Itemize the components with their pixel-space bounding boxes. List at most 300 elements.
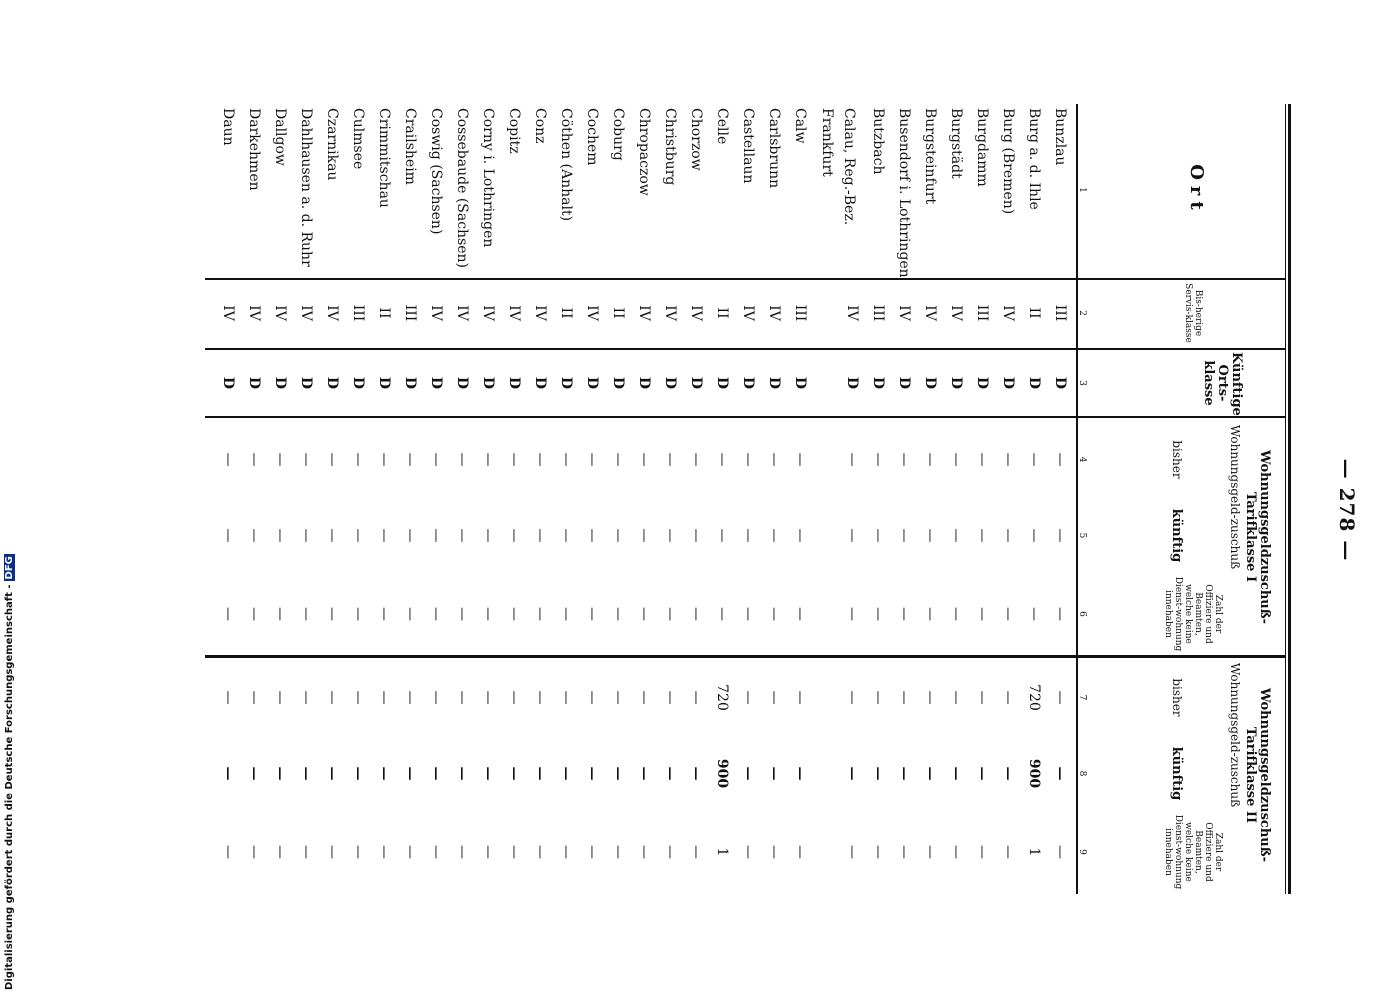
- c9-cell: —: [1000, 845, 1016, 859]
- ort-cell: Cochem: [584, 108, 600, 166]
- c9-cell: —: [766, 845, 782, 859]
- ort-cell: Daun: [220, 108, 236, 146]
- c6-cell: —: [610, 607, 626, 621]
- group-rule: [205, 655, 1285, 658]
- c4-cell: —: [532, 452, 548, 467]
- c9-cell: —: [896, 845, 912, 859]
- bisherige-cell: IV: [766, 305, 782, 321]
- c4-cell: —: [792, 452, 808, 467]
- bisherige-cell: IV: [454, 305, 470, 321]
- bisherige-cell: IV: [844, 305, 860, 321]
- c8-cell: —: [350, 766, 366, 781]
- c9-cell: —: [246, 845, 262, 859]
- top-rule: [1288, 104, 1291, 894]
- ort-cell: Corny i. Lothringen: [480, 108, 496, 248]
- page-number: — 278 —: [1335, 458, 1359, 562]
- c7-cell: —: [350, 690, 366, 705]
- c6-cell: —: [480, 607, 496, 621]
- kuenftige-cell: D: [740, 376, 756, 390]
- c8-cell: —: [662, 766, 678, 781]
- kuenftige-cell: D: [844, 376, 860, 390]
- c9-cell: —: [480, 845, 496, 859]
- kuenftige-cell: D: [766, 376, 782, 390]
- c6-cell: —: [454, 607, 470, 621]
- ort-cell: Burgstädt: [948, 108, 964, 179]
- kuenftige-cell: D: [298, 376, 314, 390]
- c7-cell: —: [1000, 690, 1016, 705]
- c5-cell: —: [714, 528, 730, 543]
- c8-cell: —: [636, 766, 652, 781]
- c7-cell: —: [558, 690, 574, 705]
- c9-cell: —: [948, 845, 964, 859]
- ort-cell: Celle: [714, 108, 730, 145]
- c6-cell: —: [220, 607, 236, 621]
- ort-cell: Darkehmen: [246, 108, 262, 191]
- c5-cell: —: [454, 528, 470, 543]
- c7-cell: 720: [714, 684, 730, 711]
- ort-cell: Carlsbrunn: [766, 108, 782, 189]
- c7-cell: —: [506, 690, 522, 705]
- ort-cell: Czarnikau: [324, 108, 340, 181]
- c4-cell: —: [688, 452, 704, 467]
- bisherige-cell: II: [1026, 307, 1042, 319]
- c7-cell: —: [1052, 690, 1068, 705]
- bisherige-cell: IV: [272, 305, 288, 321]
- c4-cell: —: [558, 452, 574, 467]
- c7-cell: —: [792, 690, 808, 705]
- ort-cell: Crailsheim: [402, 108, 418, 185]
- c6-cell: —: [974, 607, 990, 621]
- c7-cell: —: [948, 690, 964, 705]
- c8-cell: —: [1000, 766, 1016, 781]
- c7-cell: —: [428, 690, 444, 705]
- dfg-logo: DFG: [4, 556, 15, 580]
- header-group2-kuenftig: künftig: [1169, 746, 1184, 801]
- c7-cell: —: [662, 690, 678, 705]
- bisherige-cell: IV: [532, 305, 548, 321]
- bisherige-cell: II: [376, 307, 392, 319]
- ort-cell: Calw: [792, 108, 808, 144]
- column-number: 6: [1077, 611, 1087, 617]
- c7-cell: —: [298, 690, 314, 705]
- ort-cell: Castellaun: [740, 108, 756, 184]
- c9-cell: —: [974, 845, 990, 859]
- kuenftige-cell: D: [558, 376, 574, 390]
- c9-cell: —: [402, 845, 418, 859]
- column-number: 2: [1077, 310, 1087, 316]
- column-number: 1: [1077, 187, 1087, 193]
- c7-cell: —: [844, 690, 860, 705]
- c5-cell: —: [896, 528, 912, 543]
- bisherige-cell: IV: [948, 305, 964, 321]
- c8-cell: —: [298, 766, 314, 781]
- c6-cell: —: [662, 607, 678, 621]
- bisherige-cell: IV: [584, 305, 600, 321]
- c9-cell: —: [298, 845, 314, 859]
- kuenftige-cell: D: [1000, 376, 1016, 390]
- c6-cell: —: [246, 607, 262, 621]
- column-number: 9: [1077, 849, 1087, 855]
- c8-cell: —: [402, 766, 418, 781]
- c6-cell: —: [766, 607, 782, 621]
- c8-cell: —: [480, 766, 496, 781]
- kuenftige-cell: D: [246, 376, 262, 390]
- c9-cell: —: [428, 845, 444, 859]
- kuenftige-cell: D: [870, 376, 886, 390]
- c5-cell: —: [272, 528, 288, 543]
- header-group2-wz: Wohnungsgeld-zuschuß: [1228, 662, 1242, 808]
- c6-cell: —: [948, 607, 964, 621]
- c4-cell: —: [454, 452, 470, 467]
- bisherige-cell: IV: [922, 305, 938, 321]
- kuenftige-cell: D: [1026, 376, 1042, 390]
- ort-cell: Calau, Reg.-Bez. Frankfurt: [819, 108, 857, 226]
- header-ort: Ort: [1186, 164, 1207, 216]
- bisherige-cell: IV: [896, 305, 912, 321]
- c8-cell: —: [974, 766, 990, 781]
- c6-cell: —: [506, 607, 522, 621]
- ort-cell: Crimmitschau: [376, 108, 392, 208]
- c7-cell: —: [870, 690, 886, 705]
- header-kuenftige: Künftige Orts-klasse: [1201, 352, 1244, 416]
- c8-cell: —: [428, 766, 444, 781]
- kuenftige-cell: D: [662, 376, 678, 390]
- c8-cell: —: [246, 766, 262, 781]
- column-number: 4: [1077, 456, 1087, 463]
- c5-cell: —: [974, 528, 990, 543]
- c4-cell: —: [324, 452, 340, 467]
- c9-cell: —: [324, 845, 340, 859]
- c8-cell: —: [506, 766, 522, 781]
- c6-cell: —: [402, 607, 418, 621]
- c8-cell: —: [896, 766, 912, 781]
- c8-cell: —: [948, 766, 964, 781]
- c6-cell: —: [584, 607, 600, 621]
- ort-cell: Burgdamm: [974, 108, 990, 187]
- header-group1-kuenftig: künftig: [1169, 508, 1184, 563]
- column-number: 3: [1077, 380, 1087, 386]
- kuenftige-cell: D: [922, 376, 938, 390]
- bisherige-cell: III: [792, 304, 808, 322]
- c5-cell: —: [350, 528, 366, 543]
- ort-cell: Culmsee: [350, 108, 366, 170]
- bisherige-cell: II: [558, 307, 574, 319]
- c6-cell: —: [922, 607, 938, 621]
- c4-cell: —: [350, 452, 366, 467]
- c4-cell: —: [506, 452, 522, 467]
- column-number: 5: [1077, 532, 1087, 539]
- c9-cell: —: [662, 845, 678, 859]
- c6-cell: —: [688, 607, 704, 621]
- c9-cell: —: [558, 845, 574, 859]
- header-bisherige: Bis-herige Servis-klasse: [1183, 283, 1203, 343]
- c6-cell: —: [558, 607, 574, 621]
- kuenftige-cell: D: [480, 376, 496, 390]
- top-rule-thin: [1285, 104, 1286, 894]
- c7-cell: —: [766, 690, 782, 705]
- c7-cell: —: [376, 690, 392, 705]
- c9-cell: —: [792, 845, 808, 859]
- c5-cell: —: [1052, 528, 1068, 543]
- c4-cell: —: [1000, 452, 1016, 467]
- c4-cell: —: [402, 452, 418, 467]
- c4-cell: —: [220, 452, 236, 467]
- c5-cell: —: [480, 528, 496, 543]
- c9-cell: 1: [714, 847, 730, 857]
- c5-cell: —: [324, 528, 340, 543]
- header-group2-bisher: bisher: [1170, 678, 1184, 717]
- c9-cell: —: [636, 845, 652, 859]
- c8-cell: —: [220, 766, 236, 781]
- c9-cell: —: [532, 845, 548, 859]
- kuenftige-cell: D: [792, 376, 808, 390]
- c6-cell: —: [870, 607, 886, 621]
- kuenftige-cell: D: [532, 376, 548, 390]
- c7-cell: —: [454, 690, 470, 705]
- c8-cell: —: [870, 766, 886, 781]
- c4-cell: —: [870, 452, 886, 467]
- ort-cell: Coburg: [610, 108, 626, 161]
- c9-cell: —: [922, 845, 938, 859]
- c8-cell: —: [688, 766, 704, 781]
- c7-cell: —: [636, 690, 652, 705]
- c4-cell: —: [974, 452, 990, 467]
- col2-rule: [205, 348, 1285, 350]
- c7-cell: —: [402, 690, 418, 705]
- c7-cell: 720: [1026, 684, 1042, 711]
- ort-cell: Conz: [532, 108, 548, 144]
- c4-cell: —: [740, 452, 756, 467]
- header-group2: Wohnungsgeldzuschuß-Tarifklasse II: [1243, 687, 1272, 863]
- kuenftige-cell: D: [220, 376, 236, 390]
- bisherige-cell: IV: [740, 305, 756, 321]
- c6-cell: —: [1000, 607, 1016, 621]
- bisherige-cell: IV: [480, 305, 496, 321]
- c7-cell: —: [688, 690, 704, 705]
- kuenftige-cell: D: [350, 376, 366, 390]
- c7-cell: —: [896, 690, 912, 705]
- c5-cell: —: [402, 528, 418, 543]
- column-number: 7: [1077, 694, 1087, 701]
- c6-cell: —: [1026, 607, 1042, 621]
- c6-cell: —: [896, 607, 912, 621]
- c5-cell: —: [532, 528, 548, 543]
- c4-cell: —: [246, 452, 262, 467]
- c4-cell: —: [298, 452, 314, 467]
- c7-cell: —: [246, 690, 262, 705]
- c9-cell: —: [376, 845, 392, 859]
- c4-cell: —: [376, 452, 392, 467]
- c8-cell: 900: [714, 758, 730, 789]
- c4-cell: —: [610, 452, 626, 467]
- ort-cell: Busendorf i. Lothringen: [896, 108, 912, 278]
- c5-cell: —: [298, 528, 314, 543]
- c6-cell: —: [740, 607, 756, 621]
- kuenftige-cell: D: [636, 376, 652, 390]
- c8-cell: 900: [1026, 758, 1042, 789]
- bisherige-cell: IV: [298, 305, 314, 321]
- c4-cell: —: [584, 452, 600, 467]
- c5-cell: —: [636, 528, 652, 543]
- c4-cell: —: [636, 452, 652, 467]
- c4-cell: —: [714, 452, 730, 467]
- kuenftige-cell: D: [584, 376, 600, 390]
- kuenftige-cell: D: [506, 376, 522, 390]
- kuenftige-cell: D: [896, 376, 912, 390]
- header-group1-zahl: Zahl der Offiziere und Beamten, welche keine Dienst-wohnung innehaben: [1163, 576, 1223, 652]
- header-group1: Wohnungsgeldzuschuß-Tarifklasse I: [1243, 449, 1272, 625]
- bisherige-cell: IV: [662, 305, 678, 321]
- c4-cell: —: [1052, 452, 1068, 467]
- c5-cell: —: [506, 528, 522, 543]
- c9-cell: —: [688, 845, 704, 859]
- ort-cell: Bunzlau: [1052, 108, 1068, 166]
- bisherige-cell: III: [1052, 304, 1068, 322]
- header-group1-wz: Wohnungsgeld-zuschuß: [1228, 424, 1242, 570]
- c5-cell: —: [610, 528, 626, 543]
- c8-cell: —: [454, 766, 470, 781]
- c6-cell: —: [844, 607, 860, 621]
- ort-cell: Chropaczow: [636, 108, 652, 196]
- c9-cell: —: [844, 845, 860, 859]
- c5-cell: —: [376, 528, 392, 543]
- kuenftige-cell: D: [428, 376, 444, 390]
- ort-cell: Burgsteinfurt: [922, 108, 938, 205]
- c7-cell: —: [740, 690, 756, 705]
- c8-cell: —: [1052, 766, 1068, 781]
- c7-cell: —: [532, 690, 548, 705]
- ort-cell: Cossebaude (Sachsen): [454, 108, 470, 269]
- c7-cell: —: [480, 690, 496, 705]
- c6-cell: —: [376, 607, 392, 621]
- c9-cell: —: [870, 845, 886, 859]
- kuenftige-cell: D: [324, 376, 340, 390]
- ort-cell: Cöthen (Anhalt): [558, 108, 574, 222]
- c9-cell: —: [350, 845, 366, 859]
- col3-rule: [205, 416, 1285, 418]
- c5-cell: —: [558, 528, 574, 543]
- c6-cell: —: [792, 607, 808, 621]
- c9-cell: —: [1052, 845, 1068, 859]
- bisherige-cell: IV: [1000, 305, 1016, 321]
- c5-cell: —: [220, 528, 236, 543]
- header-group1-bisher: bisher: [1170, 440, 1184, 479]
- c6-cell: —: [714, 607, 730, 621]
- bisherige-cell: IV: [636, 305, 652, 321]
- c4-cell: —: [922, 452, 938, 467]
- ort-cell: Burg a. d. Ihle: [1026, 108, 1042, 210]
- ort-cell: Chorzow: [688, 108, 704, 171]
- kuenftige-cell: D: [402, 376, 418, 390]
- c5-cell: —: [948, 528, 964, 543]
- bisherige-cell: IV: [220, 305, 236, 321]
- kuenftige-cell: D: [688, 376, 704, 390]
- side-note-text: Digitalisierung gefördert durch die Deutsche Forschungsgemeinschaft -: [4, 584, 15, 990]
- kuenftige-cell: D: [454, 376, 470, 390]
- c9-cell: —: [740, 845, 756, 859]
- c8-cell: —: [324, 766, 340, 781]
- c8-cell: —: [792, 766, 808, 781]
- c5-cell: —: [584, 528, 600, 543]
- ort-cell: Dahlhausen a. d. Ruhr: [298, 108, 314, 267]
- c5-cell: —: [1026, 528, 1042, 543]
- c7-cell: —: [584, 690, 600, 705]
- c4-cell: —: [272, 452, 288, 467]
- c5-cell: —: [662, 528, 678, 543]
- header-group2-zahl: Zahl der Offiziere und Beamten, welche keine Dienst-wohnung innehaben: [1163, 814, 1223, 890]
- c4-cell: —: [948, 452, 964, 467]
- c7-cell: —: [324, 690, 340, 705]
- ort-cell: Dallgow: [272, 108, 288, 166]
- c6-cell: —: [324, 607, 340, 621]
- c7-cell: —: [974, 690, 990, 705]
- c8-cell: —: [844, 766, 860, 781]
- c6-cell: —: [532, 607, 548, 621]
- c5-cell: —: [844, 528, 860, 543]
- bisherige-cell: IV: [246, 305, 262, 321]
- col1-rule: [205, 278, 1285, 280]
- kuenftige-cell: D: [272, 376, 288, 390]
- c5-cell: —: [688, 528, 704, 543]
- c8-cell: —: [766, 766, 782, 781]
- bisherige-cell: III: [350, 304, 366, 322]
- c8-cell: —: [610, 766, 626, 781]
- bisherige-cell: IV: [688, 305, 704, 321]
- c4-cell: —: [1026, 452, 1042, 467]
- c4-cell: —: [766, 452, 782, 467]
- c9-cell: —: [584, 845, 600, 859]
- bisherige-cell: III: [974, 304, 990, 322]
- c5-cell: —: [766, 528, 782, 543]
- c6-cell: —: [1052, 607, 1068, 621]
- kuenftige-cell: D: [948, 376, 964, 390]
- ort-cell: Copitz: [506, 108, 522, 154]
- bisherige-cell: II: [610, 307, 626, 319]
- kuenftige-cell: D: [974, 376, 990, 390]
- c9-cell: 1: [1026, 847, 1042, 857]
- c4-cell: —: [428, 452, 444, 467]
- bisherige-cell: IV: [428, 305, 444, 321]
- c5-cell: —: [922, 528, 938, 543]
- c8-cell: —: [922, 766, 938, 781]
- c5-cell: —: [870, 528, 886, 543]
- c6-cell: —: [272, 607, 288, 621]
- c8-cell: —: [584, 766, 600, 781]
- c7-cell: —: [272, 690, 288, 705]
- bisherige-cell: III: [402, 304, 418, 322]
- c8-cell: —: [740, 766, 756, 781]
- c8-cell: —: [532, 766, 548, 781]
- c4-cell: —: [480, 452, 496, 467]
- c7-cell: —: [922, 690, 938, 705]
- ort-cell: Christburg: [662, 108, 678, 186]
- c4-cell: —: [844, 452, 860, 467]
- c4-cell: —: [662, 452, 678, 467]
- c5-cell: —: [428, 528, 444, 543]
- c5-cell: —: [1000, 528, 1016, 543]
- kuenftige-cell: D: [376, 376, 392, 390]
- c9-cell: —: [220, 845, 236, 859]
- c6-cell: —: [636, 607, 652, 621]
- bisherige-cell: II: [714, 307, 730, 319]
- bisherige-cell: IV: [506, 305, 522, 321]
- c6-cell: —: [298, 607, 314, 621]
- c7-cell: —: [220, 690, 236, 705]
- bisherige-cell: III: [870, 304, 886, 322]
- c5-cell: —: [792, 528, 808, 543]
- c8-cell: —: [272, 766, 288, 781]
- ort-cell: Burg (Bremen): [1000, 108, 1016, 215]
